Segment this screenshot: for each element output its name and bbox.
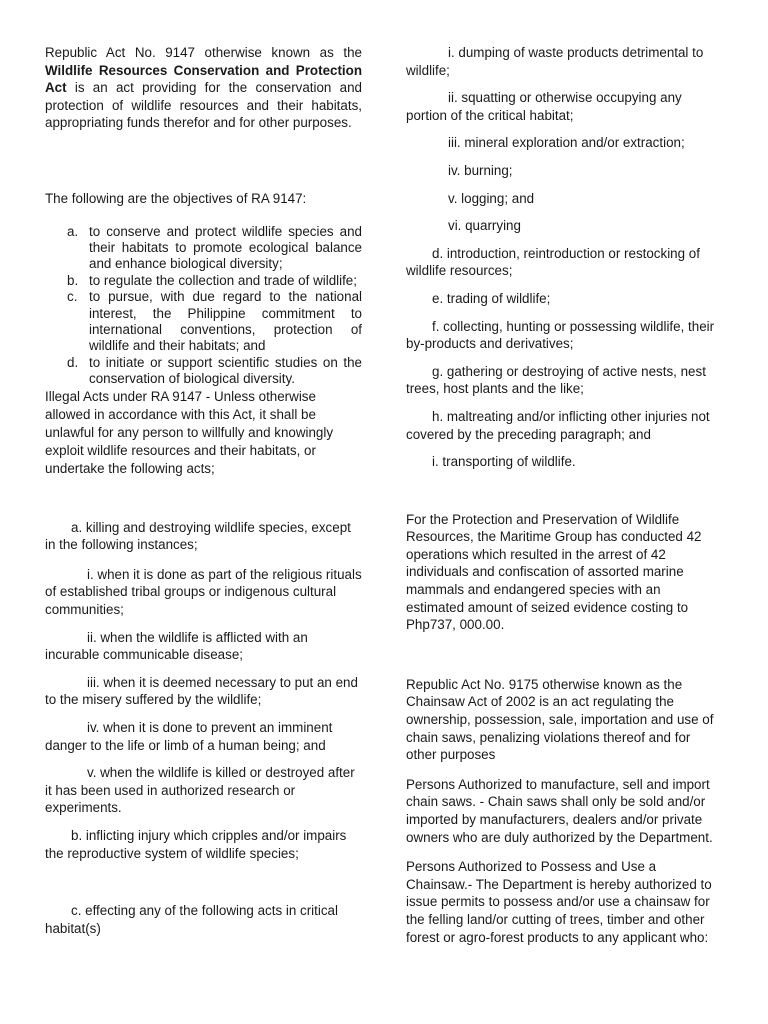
item-g: g. gathering or destroying of active nests, nest trees, host plants and the like;: [406, 363, 706, 397]
authorized-manufacture-paragraph: Persons Authorized to manufacture, sell and import chain saws. - Chain saws shall only be sold and/or imported by manufacturers, dealers and/or private owners who are duly authorized by the Department.: [406, 776, 713, 845]
exception-iv: iv. when it is done to prevent an imminent danger to the life or limb of a human being; and: [45, 719, 333, 753]
list-item-text: to conserve and protect wildlife species and their habitats to promote ecological balance and enhance biological diversity;: [89, 223, 362, 272]
list-item: [67, 272, 362, 289]
item-c: c. effecting any of the following acts in critical habitat(s): [45, 903, 338, 936]
item-h: h. maltreating and/or inflicting other injuries not covered by the preceding paragraph; and: [406, 408, 710, 442]
list-item-text: to regulate the collection and trade of wildlife;: [89, 272, 357, 288]
habitat-act-ii: ii. squatting or otherwise occupying any portion of the critical habitat;: [406, 90, 682, 123]
list-marker: d.: [67, 354, 79, 370]
left-column: [45, 44, 362, 937]
habitat-act-i: i. dumping of waste products detrimental to wildlife;: [406, 45, 704, 78]
maritime-paragraph: For the Protection and Preservation of Wildlife Resources, the Maritime Group has conducted 42 operations which resulted in the arrest of 42 individuals and confiscation of assorted marine mammals and endangered species with an estimated amount of seized evidence costing to Php737, 000.00.: [406, 511, 702, 633]
item-f: f. collecting, hunting or possessing wildlife, their by-products and derivatives;: [406, 318, 715, 352]
list-marker: c.: [67, 289, 78, 305]
list-item: [67, 354, 362, 388]
chainsaw-act-paragraph: Republic Act No. 9175 otherwise known as the Chainsaw Act of 2002 is an act regulating the ownership, possession, sale, importation and use of chain saws, penalizing violations thereof and for other purposes: [406, 676, 714, 763]
item-b: b. inflicting injury which cripples and/or impairs the reproductive system of wildlife species;: [45, 827, 347, 861]
habitat-act-iii: iii. mineral exploration and/or extraction;: [448, 135, 685, 151]
item-d: d. introduction, reintroduction or restocking of wildlife resources;: [406, 245, 700, 279]
item-i: i. transporting of wildlife.: [432, 454, 576, 470]
objectives-list: [45, 224, 362, 388]
exception-ii: ii. when the wildlife is afflicted with an incurable communicable disease;: [45, 629, 308, 663]
exception-v: v. when the wildlife is killed or destroyed after it has been used in authorized research or experiments.: [45, 765, 355, 816]
ra9147-intro: [45, 44, 362, 132]
list-item: [67, 289, 362, 355]
list-marker: a.: [67, 223, 79, 239]
illegal-acts-paragraph: Illegal Acts under RA 9147 - Unless otherwise allowed in accordance with this Act, it shall be unlawful for any person to willfully and knowingly exploit wildlife resources and their habitats, or undertake the following acts;: [45, 388, 334, 477]
item-e: e. trading of wildlife;: [432, 290, 551, 306]
exception-iii: iii. when it is deemed necessary to put an end to the misery suffered by the wildlife;: [45, 674, 358, 708]
list-item-text: to initiate or support scientific studies on the conservation of biological diversity.: [89, 354, 362, 387]
item-a: a. killing and destroying wildlife species, except in the following instances;: [45, 519, 351, 553]
habitat-act-vi: vi. quarrying: [448, 218, 521, 234]
habitat-act-v: v. logging; and: [448, 190, 535, 206]
list-item-text: to pursue, with due regard to the national interest, the Philippine commitment to international conventions, protection of wildlife and their habitats; and: [89, 289, 362, 354]
exception-i: i. when it is done as part of the religious rituals of established tribal groups or indigenous cultural communities;: [45, 566, 362, 618]
intro-text-rest: is an act providing for the conservation and protection of wildlife resources and their habitats, appropriating funds therefor and for other purposes.: [45, 80, 362, 131]
intro-text: Republic Act No. 9147 otherwise known as the: [45, 45, 362, 60]
objectives-heading: The following are the objectives of RA 9147:: [45, 190, 307, 206]
list-item: [67, 223, 362, 273]
list-marker: b.: [67, 272, 79, 288]
act-title: Wildlife Resources Conservation and Protection Act: [45, 62, 362, 96]
authorized-possess-paragraph: Persons Authorized to Possess and Use a Chainsaw.- The Department is hereby authorized to issue permits to possess and/or use a chainsaw for the felling land/or cutting of trees, timber and other forest or agro-forest products to any applicant who:: [406, 859, 712, 945]
right-column: [406, 44, 722, 946]
habitat-act-iv: iv. burning;: [448, 162, 513, 178]
